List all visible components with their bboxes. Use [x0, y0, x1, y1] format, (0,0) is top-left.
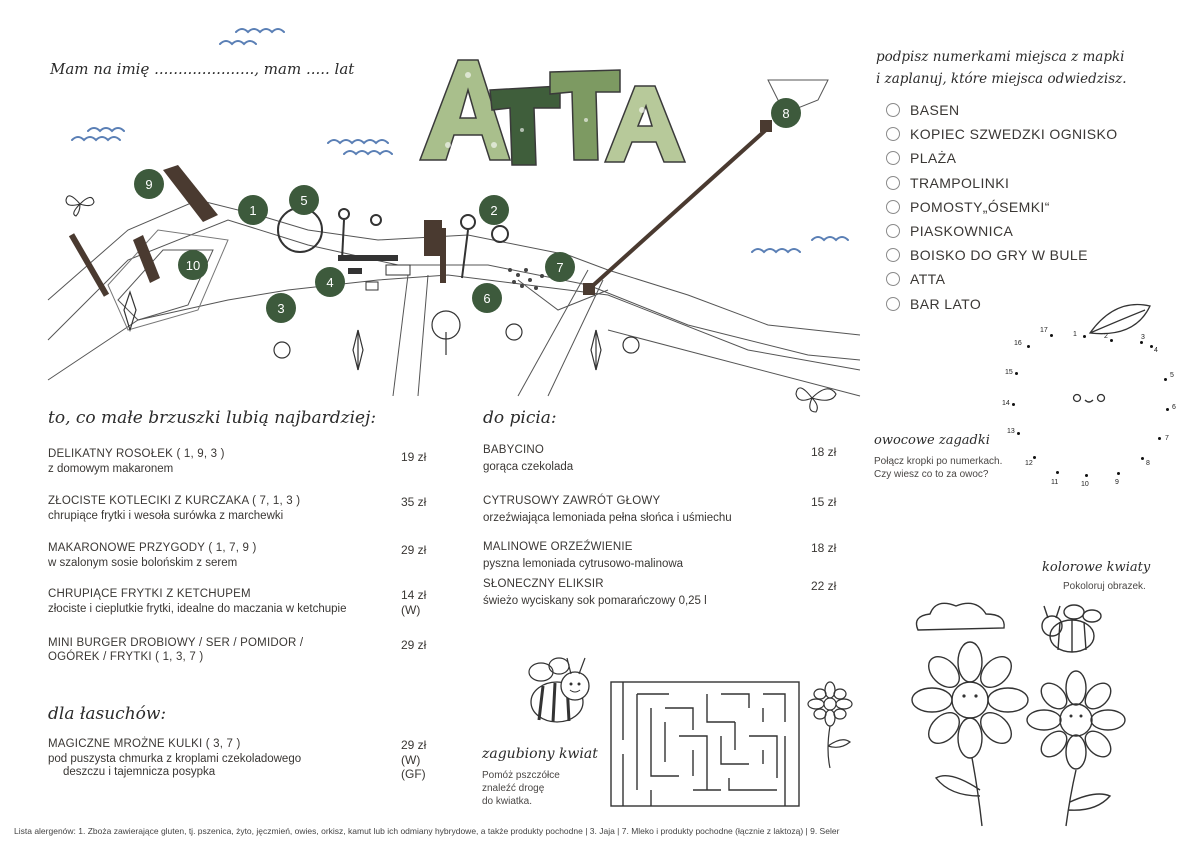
svg-text:3: 3 — [277, 301, 285, 316]
coloring-desc: Pokoloruj obrazek. — [1063, 581, 1146, 592]
checkbox-circle[interactable] — [886, 297, 900, 311]
checkbox-circle[interactable] — [886, 200, 900, 214]
map-marker-3[interactable] — [266, 293, 296, 323]
svg-text:6: 6 — [483, 291, 491, 306]
checklist-item[interactable]: KOPIEC SZWEDZKI OGNISKO — [886, 122, 1118, 146]
coloring-title: kolorowe kwiaty — [1042, 560, 1151, 575]
svg-text:9: 9 — [145, 177, 153, 192]
svg-text:4: 4 — [326, 275, 334, 290]
map-marker-9[interactable] — [134, 169, 164, 199]
fruit-puzzle-desc: Połącz kropki po numerkach. Czy wiesz co to za owoc? — [874, 456, 1003, 480]
checklist-item[interactable]: PLAŻA — [886, 146, 1118, 170]
checklist-item[interactable]: TRAMPOLINKI — [886, 171, 1118, 195]
smiley-face — [1065, 390, 1115, 410]
map-marker-7[interactable] — [545, 252, 575, 282]
menu-item: DELIKATNY ROSOŁEK ( 1, 9, 3 ) z domowym makaronem 19 zł — [48, 448, 427, 475]
checklist-title — [876, 46, 1127, 90]
menu-item: SŁONECZNY ELIKSIR świeżo wyciskany sok pomarańczowy 0,25 l 22 zł — [483, 578, 837, 607]
price: 18 zł — [811, 445, 837, 459]
menu-item: BABYCINO gorąca czekolada 18 zł — [483, 444, 837, 473]
price: 14 zł — [401, 588, 427, 602]
checkbox-circle[interactable] — [886, 272, 900, 286]
flower-right — [1027, 671, 1125, 826]
atta-logo-text: ATTA — [472, 48, 475, 49]
checkbox-circle[interactable] — [886, 176, 900, 190]
leaf-drawing — [1075, 298, 1165, 348]
name-line: Mam na imię ....................., mam ..... lat — [50, 60, 355, 78]
price: 29 zł — [401, 638, 427, 652]
checklist-title-line2: i zaplanuj, które miejsca odwiedzisz. — [876, 71, 1127, 87]
svg-text:1: 1 — [249, 203, 257, 218]
menu-item: CHRUPIĄCE FRYTKI Z KETCHUPEM złociste i cieplutkie frytki, idealne do maczania w ketchupie 14 zł (W) — [48, 588, 427, 617]
maze-title: zagubiony kwiat — [482, 746, 598, 762]
menu-item: MALINOWE ORZEŹWIENIE pyszna lemoniada cytrusowo-malinowa 18 zł — [483, 541, 837, 570]
butterfly-icon — [62, 190, 98, 218]
menu-item: MINI BURGER DROBIOWY / SER / POMIDOR / OGÓREK / FRYTKI ( 1, 3, 7 ) 29 zł — [48, 637, 427, 663]
maze-desc: Pomóż pszczółce znaleźć drogę do kwiatka. — [482, 770, 560, 807]
checklist-item[interactable]: ATTA — [886, 267, 1118, 291]
svg-text:2: 2 — [490, 203, 498, 218]
checklist-item[interactable]: BOISKO DO GRY W BULE — [886, 243, 1118, 267]
checkbox-circle[interactable] — [886, 103, 900, 117]
flower-left — [912, 642, 1028, 826]
allergens-list: Lista alergenów: 1. Zboża zawierające gluten, tj. pszenica, żyto, jęczmień, owies, orkisz, kamut lub ich odmiany hybrydowe, a także produkty pochodne | 3. Jaja | 7. Mleko i produkty pochodne (łącznie z laktozą) | 9. Seler — [14, 826, 840, 836]
svg-text:8: 8 — [782, 106, 790, 121]
price-note: (W) (GF) — [401, 753, 426, 781]
price: 29 zł — [401, 738, 427, 752]
checkbox-circle[interactable] — [886, 224, 900, 238]
map-marker-4[interactable] — [315, 267, 345, 297]
price-note: (W) — [401, 603, 421, 617]
bee-illustration — [515, 652, 605, 732]
map-marker-1[interactable] — [238, 195, 268, 225]
checkbox-circle[interactable] — [886, 151, 900, 165]
food-section-title: to, co małe brzuszki lubią najbardziej: — [48, 408, 377, 428]
map-marker-2[interactable] — [479, 195, 509, 225]
places-checklist — [886, 98, 1118, 316]
svg-text:7: 7 — [556, 260, 564, 275]
flower-illustration — [800, 680, 862, 770]
checkbox-circle[interactable] — [886, 248, 900, 262]
sweets-section-title: dla łasuchów: — [48, 704, 167, 724]
map-marker-5[interactable] — [289, 185, 319, 215]
menu-item: ZŁOCISTE KOTLECIKI Z KURCZAKA ( 7, 1, 3 ) chrupiące frytki i wesoła surówka z marchewki 35 zł — [48, 495, 427, 522]
checklist-item[interactable]: POMOSTY„ÓSEMKI“ — [886, 195, 1118, 219]
drinks-section-title: do picia: — [483, 408, 557, 428]
menu-item: MAGICZNE MROŻNE KULKI ( 3, 7 ) pod puszysta chmurka z kroplami czekoladowego deszczu i tajemnicza posypka 29 zł (W) (GF) — [48, 738, 448, 778]
bee-small — [1042, 605, 1101, 652]
price: 29 zł — [401, 543, 427, 557]
checklist-item[interactable]: PIASKOWNICA — [886, 219, 1118, 243]
price: 19 zł — [401, 450, 427, 464]
checklist-title-line1: podpisz numerkami miejsca z mapki — [876, 49, 1125, 65]
fruit-puzzle-title: owocowe zagadki — [874, 433, 990, 448]
checklist-item[interactable]: BASEN — [886, 98, 1118, 122]
svg-text:10: 10 — [185, 258, 201, 273]
map-marker-6[interactable] — [472, 283, 502, 313]
maze[interactable] — [609, 680, 801, 808]
coloring-picture[interactable] — [900, 590, 1150, 826]
map-marker-10[interactable] — [178, 250, 208, 280]
menu-item: MAKARONOWE PRZYGODY ( 1, 7, 9 ) w szalonym sosie bolońskim z serem 29 zł — [48, 542, 427, 569]
svg-text:5: 5 — [300, 193, 308, 208]
checkbox-circle[interactable] — [886, 127, 900, 141]
price: 35 zł — [401, 495, 427, 509]
menu-item: CYTRUSOWY ZAWRÓT GŁOWY orzeźwiająca lemoniada pełna słońca i uśmiechu 15 zł — [483, 495, 837, 524]
checklist-item[interactable]: BAR LATO — [886, 292, 1118, 316]
price: 22 zł — [811, 579, 837, 593]
map-marker-8[interactable] — [771, 98, 801, 128]
price: 15 zł — [811, 495, 837, 509]
price: 18 zł — [811, 541, 837, 555]
butterfly-icon — [792, 380, 842, 416]
